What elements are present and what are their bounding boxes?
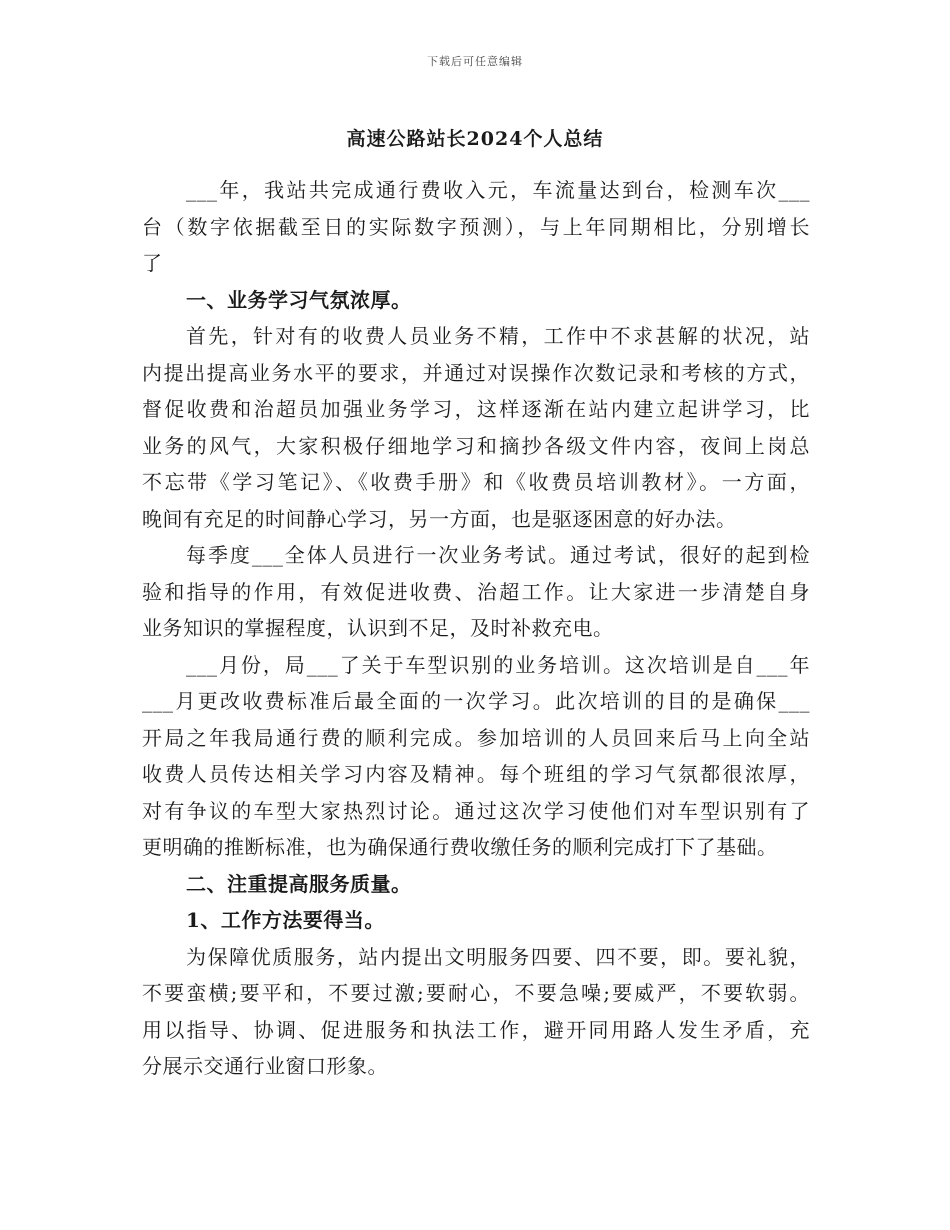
body-line: 督促收费和治超员加强业务学习，这样逐渐在站内建立起讲学习，比 <box>142 397 810 421</box>
body-line: 收费人员传达相关学习内容及精神。每个班组的学习气氛都很浓厚， <box>142 762 810 786</box>
body-line: 了 <box>142 251 163 275</box>
section-heading: 二、注重提高服务质量。 <box>186 871 412 896</box>
body-line: 不忘带《学习笔记》、《收费手册》和《收费员培训教材》。一方面， <box>142 470 810 494</box>
body-line: 分展示交通行业窗口形象。 <box>142 1054 388 1078</box>
body-line: 台（数字依据截至日的实际数字预测），与上年同期相比，分别增长 <box>142 214 810 239</box>
body-line: 每季度___全体人员进行一次业务考试。通过考试，很好的起到检 <box>186 543 810 567</box>
body-line: 首先，针对有的收费人员业务不精，工作中不求甚解的状况，站 <box>186 324 810 348</box>
header-note: 下载后可任意编辑 <box>427 55 523 68</box>
body-line: 业务知识的掌握程度，认识到不足，及时补救充电。 <box>142 616 614 640</box>
body-line: ___月份，局___了关于车型识别的业务培训。这次培训是自___年 <box>186 652 810 677</box>
body-line: 内提出提高业务水平的要求，并通过对误操作次数记录和考核的方式， <box>142 360 810 385</box>
body-line: ___月更改收费标准后最全面的一次学习。此次培训的目的是确保___ <box>142 689 810 713</box>
body-line: 开局之年我局通行费的顺利完成。参加培训的人员回来后马上向全站 <box>142 725 810 750</box>
section-heading: 一、业务学习气氛浓厚。 <box>186 287 412 312</box>
document-title: 高速公路站长2024个人总结 <box>346 128 604 150</box>
subsection-heading: 1、工作方法要得当。 <box>186 908 385 932</box>
body-line: 不要蛮横;要平和，不要过激;要耐心，不要急噪;要威严，不要软弱。 <box>142 981 810 1005</box>
body-line: 对有争议的车型大家热烈讨论。通过这次学习使他们对车型识别有了 <box>142 798 810 823</box>
body-line: 业务的风气，大家积极仔细地学习和摘抄各级文件内容，夜间上岗总 <box>142 433 810 458</box>
body-line: 用以指导、协调、促进服务和执法工作，避开同用路人发生矛盾，充 <box>142 1017 810 1042</box>
document-body <box>142 172 810 1085</box>
body-line: ___年，我站共完成通行费收入元，车流量达到台，检测车次___ <box>186 178 810 202</box>
body-line: 更明确的推断标准，也为确保通行费收缴任务的顺利完成打下了基础。 <box>142 835 778 859</box>
body-line: 为保障优质服务，站内提出文明服务四要、四不要，即。要礼貌， <box>186 944 810 969</box>
body-line: 验和指导的作用，有效促进收费、治超工作。让大家进一步清楚自身 <box>142 579 810 604</box>
body-line: 晚间有充足的时间静心学习，另一方面，也是驱逐困意的好办法。 <box>142 506 737 531</box>
